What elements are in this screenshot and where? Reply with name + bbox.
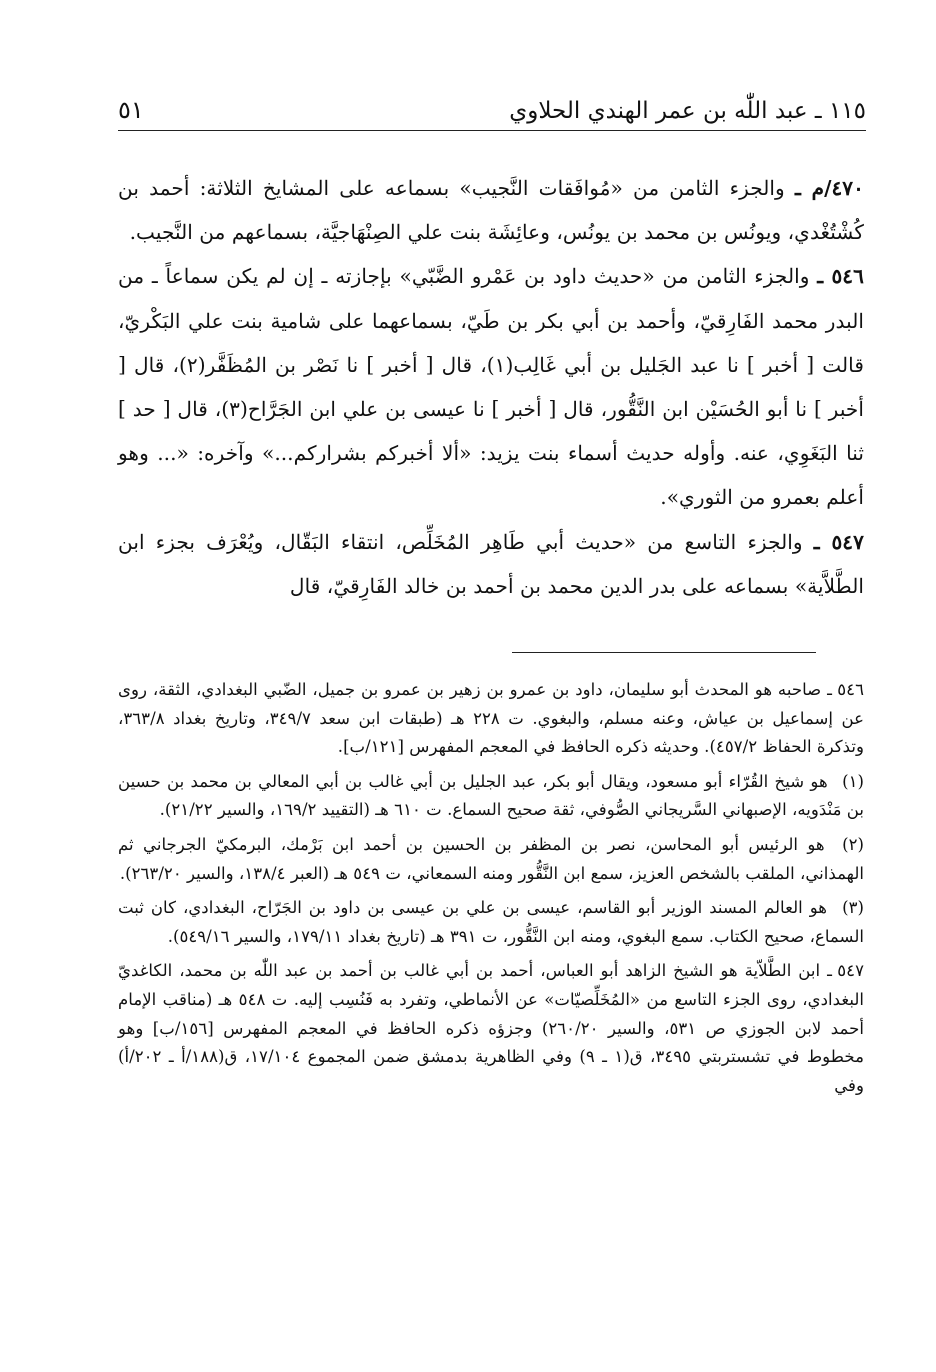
footnote-label: (١) [842,771,864,791]
footnote-547 [118,957,864,1100]
page-number: ٥١ [118,96,144,124]
entry-470 [118,166,864,254]
main-text [118,166,864,608]
entry-text: والجزء الثامن من «مُوافَقات النَّجيب» بسماعه على المشايخ الثلاثة: أحمد بن كُشْتُغْدي، ويونُس بن محمد بن يونُس، وعائِشَة بنت علي الصِنْهَاجيَّة، بسماعهم من النَّجيب. [118,176,864,245]
footnotes [118,676,864,1106]
footnote-label: (٢) [842,834,864,854]
footnote-label: ٥٤٦ ـ [827,680,864,699]
footnote-label: ٥٤٧ ـ [827,961,864,981]
footnote-text: صاحبه هو المحدث أبو سليمان، داود بن عمرو بن زهير بن عمرو بن جميل، الضّبي البغدادي، الثقة، روى عن إسماعيل بن عياش، وعنه مسلم، والبغوي. ت ٢٢٨ هـ (طبقات ابن سعد ٣٤٩/٧، وتاريخ بغداد ٣٦٣/٨، وتذكرة الحفاظ ٤٥٧/٢). وحديثه ذكره الحافظ في المعجم المفهرس [١٢١/ب]. [118,680,865,757]
footnote-text: هو شيخ القُرّاء أبو مسعود، ويقال أبو بكر، عبد الجليل بن أبي غالب بن أبي المعالي بن محمد بن حسين بن مَنْدَويه، الإصبهاني السَّريجاني الصُّوفي، ثقة صحيح السماع. ت ٦١٠ هـ (التقييد ١٦٩/٢، والسير ٢١/٢٢). [118,771,864,820]
entry-547 [118,520,864,608]
footnote-divider [512,652,816,653]
running-header [118,78,866,131]
footnote-3 [118,894,864,951]
footnote-text: هو العالم المسند الوزير أبو القاسم، عيسى بن علي بن عيسى بن داود بن الجَرّاح، البغدادي، كان ثبت السماع، صحيح الكتاب. سمع البغوي، ومنه ابن النَّقُّور، ت ٣٩١ هـ (تاريخ بغداد ١٧٩/١١، والسير ٥٤٩/١٦). [118,898,864,946]
entry-546 [118,254,864,519]
footnote-text: ابن الطَّلاّية هو الشيخ الزاهد أبو العباس، أحمد بن أبي غالب بن أحمد بن عبد اللّٰه بن محمد، الكاغديّ البغدادي، روى الجزء التاسع من «المُخَلِّصيّات» عن الأنماطي، وتفرد به فَنُسِب إليه. ت ٥٤٨ هـ (مناقب الإمام أحمد لابن الجوزي ص ٥٣١، والسير ٢٦٠/٢٠) وجزؤه ذكره الحافظ في المعجم المفهرس [١٥٦/ب] وهو مخطوط في تشستربتي ٣٤٩٥، ق(١ ـ ٩) وفي الظاهرية بدمشق ضمن المجموع ١٧/١٠٤، ق(١٨٨/أ ـ ٢٠٢/أ) وفي [118,961,864,1095]
entry-number: ٥٤٦ ـ [817,264,864,289]
footnote-label: (٣) [842,898,864,918]
footnote-2 [118,831,864,888]
entry-text: والجزء الثامن من «حديث داود بن عَمْرو الضَّبّي» بإجازته ـ إن لم يكن سماعاً ـ من البدر محمد الفَارِقيّ، وأحمد بن أبي بكر بن طَيّ، بسماعهما على شامية بنت علي البَكْريّ، قالت [ أخبر ] نا عبد الجَليل بن أبي غَالِب(١)، قال [ أخبر ] نا نَصْر بن المُظَفَّر(٢)، قال [ أخبر ] نا أبو الحُسَيْن ابن النَّقُّور، قال [ أخبر ] نا عيسى بن علي ابن الجَرَّاح(٣)، قال [ حد ] ثنا البَغَوِي، عنه. وأوله حديث أسماء بنت يزيد: «ألا أخبركم بشراركم...» وآخره: «... وهو أعلم بعمرو من الثوري». [118,264,865,510]
footnote-text: هو الرئيس أبو المحاسن، نصر بن المظفر بن الحسين بن أحمد ابن بَرْمك، البرمكيّ الجرجاني ثم الهمذاني، الملقب بالشخص العزيز، سمع ابن النَّقُّور ومنه السمعاني، ت ٥٤٩ هـ (العبر ١٣٨/٤، والسير ٢٦٣/٢٠). [118,834,864,883]
running-title: ١١٥ ـ عبد اللّٰه بن عمر الهندي الحلاوي [509,98,866,124]
footnote-546 [118,676,864,762]
entry-number: ٤٧٠/م ـ [794,176,864,200]
entry-text: والجزء التاسع من «حديث أبي طَاهِر المُخَلِّص، انتقاء البَقّال، ويُعْرَف بجزء ابن الطَّلاَّية» بسماعه على بدر الدين محمد بن أحمد بن خالد الفَارِقيّ، قال [118,529,864,598]
entry-number: ٥٤٧ ـ [813,529,864,554]
footnote-1 [118,768,864,825]
